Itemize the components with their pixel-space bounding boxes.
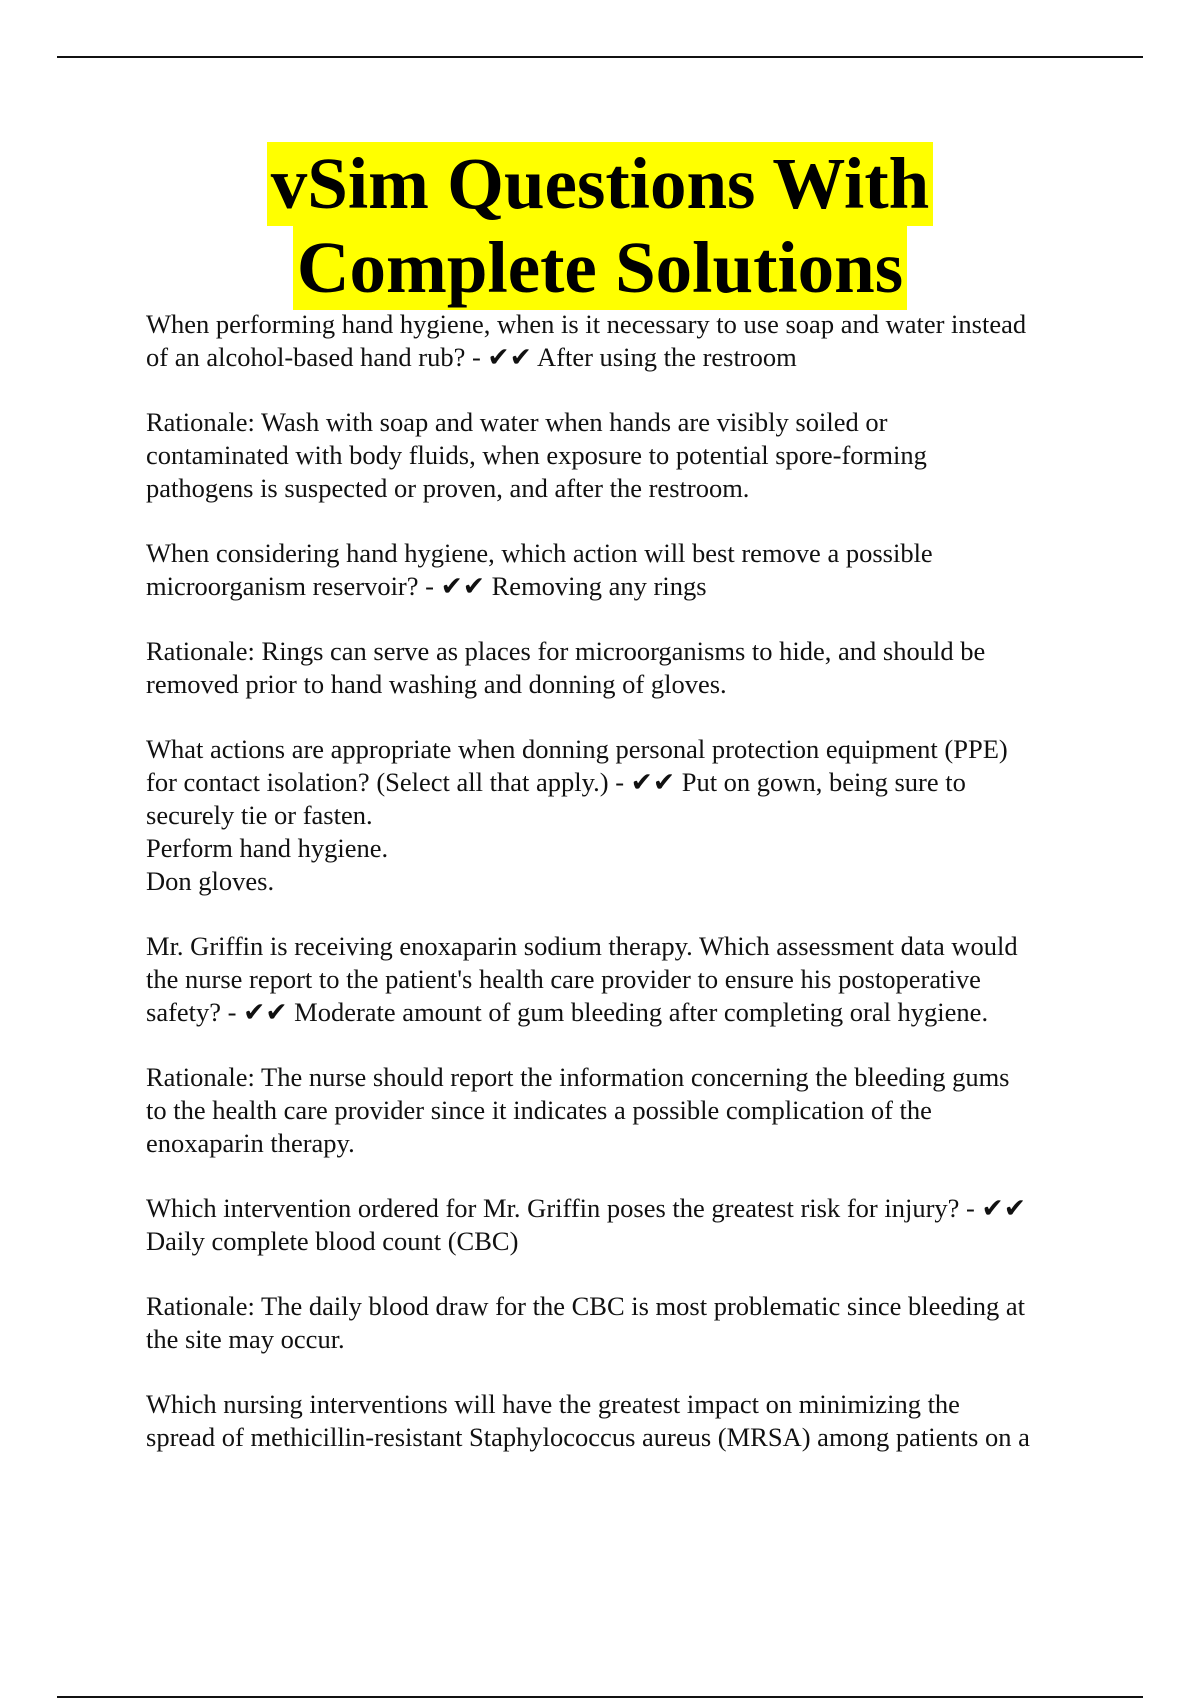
- text-line: securely tie or fasten.: [146, 800, 373, 830]
- question-paragraph: [146, 1192, 1096, 1258]
- text-line: Rationale: The daily blood draw for the CBC is most problematic since bleeding at: [146, 1291, 1025, 1321]
- text-line: Rationale: The nurse should report the information concerning the bleeding gums: [146, 1062, 1010, 1092]
- text-line: spread of methicillin-resistant Staphylococcus aureus (MRSA) among patients on a: [146, 1422, 1030, 1452]
- question-paragraph: [146, 537, 1096, 603]
- title-line-1: vSim Questions With: [267, 142, 934, 226]
- text-line: safety? - ✔✔ Moderate amount of gum bleeding after completing oral hygiene.: [146, 997, 989, 1027]
- text-line: for contact isolation? (Select all that apply.) - ✔✔ Put on gown, being sure to: [146, 767, 966, 797]
- rationale-paragraph: [146, 635, 1096, 701]
- bottom-rule: [57, 1696, 1143, 1698]
- text-line: to the health care provider since it indicates a possible complication of the: [146, 1095, 932, 1125]
- top-rule: [57, 56, 1143, 58]
- text-line: Don gloves.: [146, 866, 275, 896]
- rationale-paragraph: [146, 1061, 1096, 1160]
- rationale-paragraph: [146, 406, 1096, 505]
- text-line: Rationale: Wash with soap and water when hands are visibly soiled or: [146, 407, 888, 437]
- text-line: Which intervention ordered for Mr. Griffin poses the greatest risk for injury? - ✔✔: [146, 1193, 1026, 1223]
- text-line: microorganism reservoir? - ✔✔ Removing any rings: [146, 571, 707, 601]
- text-line: removed prior to hand washing and donning of gloves.: [146, 669, 727, 699]
- question-paragraph: [146, 308, 1096, 374]
- text-line: of an alcohol-based hand rub? - ✔✔ After using the restroom: [146, 342, 797, 372]
- text-line: Mr. Griffin is receiving enoxaparin sodium therapy. Which assessment data would: [146, 931, 1018, 961]
- question-paragraph: [146, 930, 1096, 1029]
- rationale-paragraph: [146, 1290, 1096, 1356]
- question-paragraph: [146, 733, 1096, 898]
- text-line: Rationale: Rings can serve as places for microorganisms to hide, and should be: [146, 636, 986, 666]
- text-line: the site may occur.: [146, 1324, 345, 1354]
- text-line: enoxaparin therapy.: [146, 1128, 355, 1158]
- text-line: When considering hand hygiene, which action will best remove a possible: [146, 538, 933, 568]
- text-line: Daily complete blood count (CBC): [146, 1226, 519, 1256]
- text-line: contaminated with body fluids, when exposure to potential spore-forming: [146, 440, 927, 470]
- text-line: pathogens is suspected or proven, and after the restroom.: [146, 473, 750, 503]
- title-line-2: Complete Solutions: [293, 226, 907, 310]
- text-line: Which nursing interventions will have the greatest impact on minimizing the: [146, 1389, 960, 1419]
- question-paragraph: [146, 1388, 1096, 1454]
- text-line: the nurse report to the patient's health care provider to ensure his postoperative: [146, 964, 981, 994]
- text-line: When performing hand hygiene, when is it necessary to use soap and water instead: [146, 309, 1027, 339]
- document-body: [146, 308, 1096, 1486]
- text-line: Perform hand hygiene.: [146, 833, 389, 863]
- text-line: What actions are appropriate when donning personal protection equipment (PPE): [146, 734, 1008, 764]
- document-title: [0, 142, 1200, 310]
